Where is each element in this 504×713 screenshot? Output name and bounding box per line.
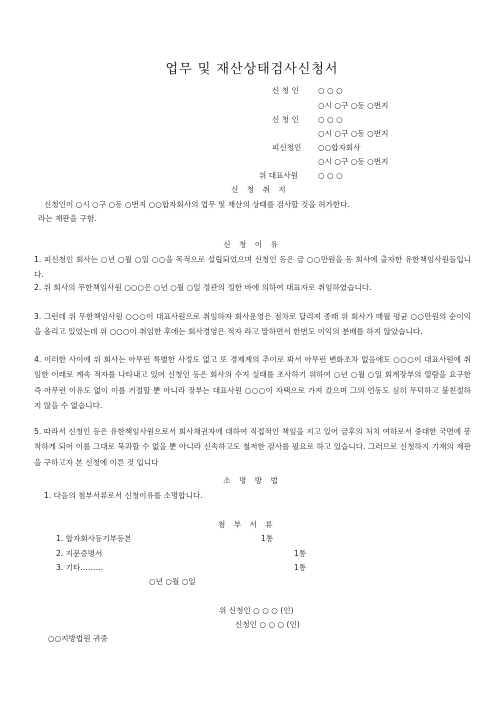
document-title: 업무 및 재산상태검사신청서	[165, 62, 339, 77]
document-date: ○년 ○월 ○일	[149, 577, 196, 586]
representative-label: 위 대표사원	[259, 171, 299, 180]
respondent-name: ○○합자회사	[318, 143, 361, 152]
reason-5: 5. 따라서 신청인 등은 유한책임사원으로서 회사채권자에 대하여 직접적인 책임을 지고 있어 금후의 처치 여하로서 중대한 국면에 봉착하게 되어 이를 그대로 묵과할 수 없을 뿐 아니라 신속하고도 철저한 검사를 필요로 하고 있습니다. 그러므로 신청하지 기재의 재판을 구하고자 본 신청에 이른 것 입니다	[34, 427, 471, 467]
attachment-3-name: 3. 기타………	[56, 563, 104, 572]
purpose-line-2: 라는 재판을 구함.	[38, 214, 97, 223]
applicant-1-label: 신 청 인	[272, 86, 299, 95]
reason-heading: 신 청 이 유	[223, 240, 281, 249]
attachment-1-name: 1. 합자회사등기부등본	[56, 534, 132, 543]
reason-3: 3. 그런데 위 무한책임사원 ○○○이 대표사원으로 취임하자 회사운영은 점차로 달리져 종래 위 회사가 매월 평균 ○○만원의 순이익을 올리고 있었는데 위 ○○○이 취임한 후에는 회사경영은 적자 라고 말하면서 한번도 이익의 분배를 하지 않았습니다.	[34, 312, 471, 337]
respondent-label: 피신청인	[272, 143, 302, 152]
signer-1: 위 신청인 ○ ○ ○ (인)	[219, 606, 294, 615]
applicant-2-name: ○ ○ ○	[318, 115, 343, 124]
representative-name: ○ ○ ○	[318, 171, 343, 180]
reason-1: 1. 피신청인 회사는 ○년 ○월 ○일 ○○을 목적으로 설립되었으며 신청인 등은 금 ○○만원을 동 회사에 출자한 유한책임사원들입니다.	[34, 255, 471, 280]
attachment-2-name: 2. 지문증명서	[56, 549, 103, 558]
respondent-address: ○시 ○구 ○동 ○번지	[318, 157, 389, 166]
proof-line: 1. 다음의 첨부서류로서 신청이유를 소명합니다.	[44, 491, 203, 500]
court-addressee: ○○지방법원 귀중	[48, 634, 108, 643]
attachment-2-count: 1통	[294, 549, 307, 558]
attachment-3-count: 1통	[294, 563, 307, 572]
applicant-1-name: ○ ○ ○	[318, 86, 343, 95]
reason-4: 4. 이러한 사이에 위 회사는 아무런 특별한 사정도 없고 또 경제계의 추이로 봐서 아무런 변화조차 없음에도 ○○○이 대표사원에 취임한 이래로 계속 적자를 나타내고 있어 신청인 등은 회사의 수지 실태를 조사하기 위하여 ○년 ○월 ○일 회계장부의 열람을 요구한 즉 아무런 이유도 없이 이를 거절할 뿐 아니라 장부는 대표사원 ○○○이 자택으로 가져 갔으며 그의 언동도 심히 무덕하고 불친절하지 않을 수 없습니다.	[34, 355, 471, 410]
applicant-1-address: ○시 ○구 ○동 ○번지	[318, 101, 389, 110]
signer-2: 신청인 ○ ○ ○ (인)	[235, 620, 300, 629]
attachment-1-count: 1통	[261, 534, 274, 543]
reason-2: 2. 위 회사의 무한책임사원 ○○○은 ○년 ○월 ○일 정관의 정한 바에 의하여 대표자로 취임하였습니다.	[34, 283, 372, 292]
applicant-2-address: ○시 ○구 ○동 ○번지	[318, 129, 389, 138]
attachments-heading: 첨 부 서 류	[218, 520, 276, 529]
purpose-heading: 신 청 취 지	[231, 185, 289, 194]
proof-heading: 소 명 방 법	[223, 476, 281, 485]
purpose-line-1: 신청인이 ○시 ○구 ○동 ○번지 ○○합자회사의 업무 및 재산의 상태를 검사할 것을 허가한다.	[44, 200, 350, 209]
applicant-2-label: 신 청 인	[272, 115, 299, 124]
